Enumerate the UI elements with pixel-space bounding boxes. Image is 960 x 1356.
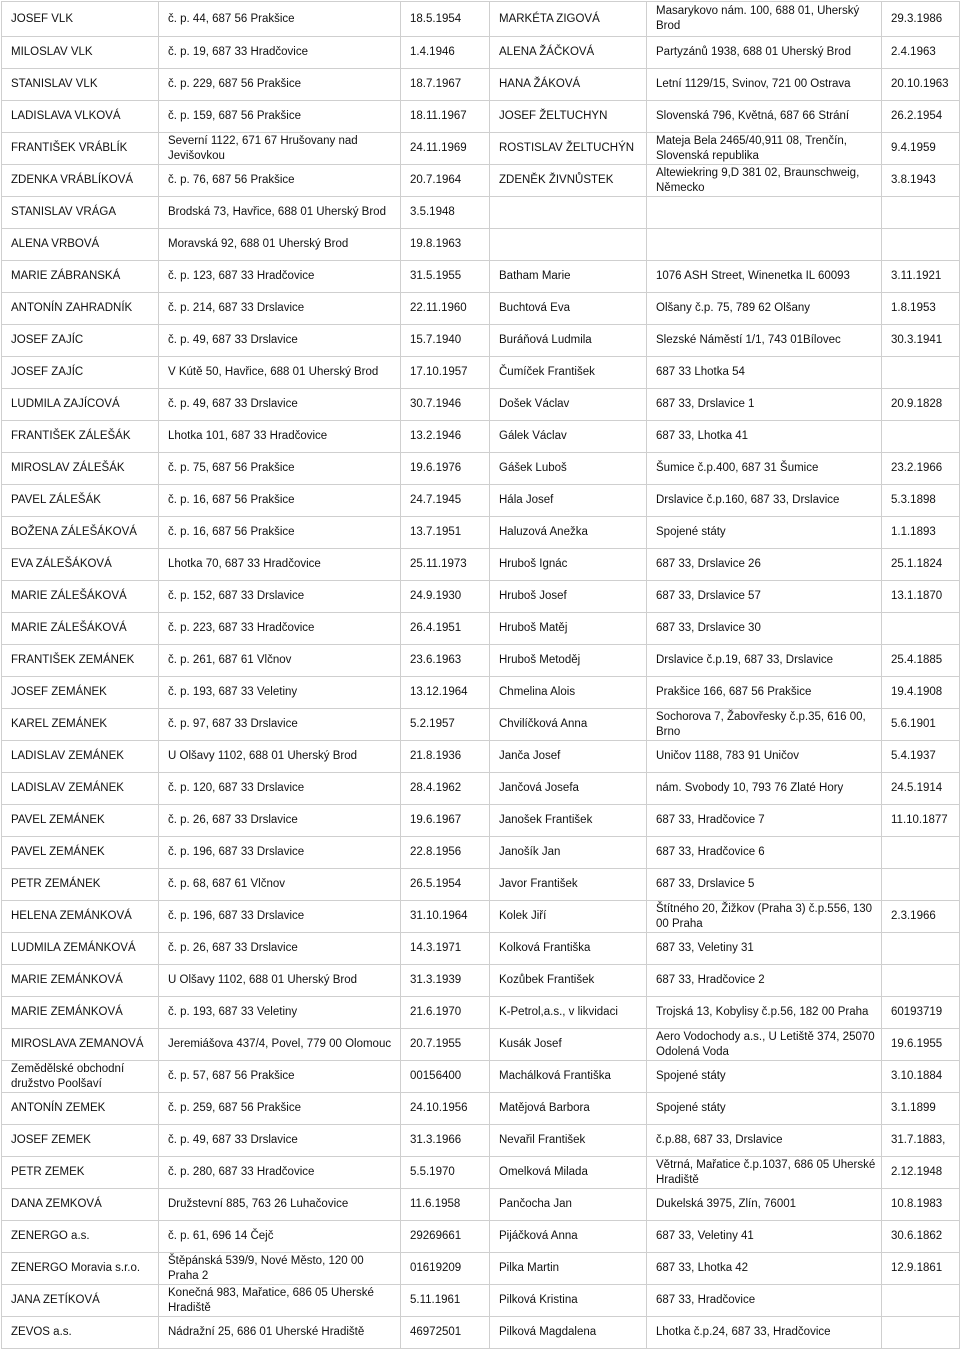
left-owner-address-cell: Nádražní 25, 686 01 Uherské Hradiště	[159, 1317, 401, 1349]
left-owner-address-cell: č. p. 49, 687 33 Drslavice	[159, 325, 401, 357]
right-owner-name-cell: Javor František	[490, 869, 647, 901]
left-owner-address-cell: č. p. 152, 687 33 Drslavice	[159, 581, 401, 613]
left-owner-date-or-id-cell: 28.4.1962	[401, 773, 490, 805]
left-owner-name-cell: JOSEF VLK	[2, 2, 159, 37]
right-owner-date-or-id-cell: 5.6.1901	[882, 709, 960, 741]
right-owner-name-cell: Kolková Františka	[490, 933, 647, 965]
left-owner-date-or-id-cell: 22.11.1960	[401, 293, 490, 325]
right-owner-address-cell: 687 33, Veletiny 41	[647, 1221, 882, 1253]
right-owner-address-cell: Aero Vodochody a.s., U Letiště 374, 25070 Odolená Voda	[647, 1029, 882, 1061]
table-row	[2, 645, 960, 677]
left-owner-address-cell: č. p. 193, 687 33 Veletiny	[159, 677, 401, 709]
table-row	[2, 613, 960, 645]
left-owner-name-cell: MIROSLAVA ZEMANOVÁ	[2, 1029, 159, 1061]
left-owner-address-cell: č. p. 196, 687 33 Drslavice	[159, 837, 401, 869]
left-owner-date-or-id-cell: 19.6.1976	[401, 453, 490, 485]
right-owner-name-cell: ZDENĚK ŽIVNŮSTEK	[490, 165, 647, 197]
right-owner-date-or-id-cell: 30.3.1941	[882, 325, 960, 357]
right-owner-name-cell: ALENA ŽÁČKOVÁ	[490, 37, 647, 69]
right-owner-address-cell: 687 33, Drslavice 57	[647, 581, 882, 613]
right-owner-date-or-id-cell	[882, 613, 960, 645]
left-owner-name-cell: MARIE ZEMÁNKOVÁ	[2, 965, 159, 997]
right-owner-date-or-id-cell	[882, 965, 960, 997]
table-row	[2, 421, 960, 453]
right-owner-name-cell: Pijáčková Anna	[490, 1221, 647, 1253]
right-owner-name-cell: Chvilíčková Anna	[490, 709, 647, 741]
left-owner-name-cell: FRANTIŠEK ZEMÁNEK	[2, 645, 159, 677]
right-owner-address-cell: 1076 ASH Street, Winenetka IL 60093	[647, 261, 882, 293]
right-owner-name-cell: Pančocha Jan	[490, 1189, 647, 1221]
right-owner-address-cell: Spojené státy	[647, 1061, 882, 1093]
right-owner-name-cell: Buchtová Eva	[490, 293, 647, 325]
left-owner-address-cell: Lhotka 70, 687 33 Hradčovice	[159, 549, 401, 581]
left-owner-name-cell: HELENA ZEMÁNKOVÁ	[2, 901, 159, 933]
right-owner-name-cell: Batham Marie	[490, 261, 647, 293]
table-row	[2, 2, 960, 37]
left-owner-date-or-id-cell: 31.5.1955	[401, 261, 490, 293]
left-owner-address-cell: č. p. 159, 687 56 Prakšice	[159, 101, 401, 133]
right-owner-address-cell: 687 33, Hradčovice 7	[647, 805, 882, 837]
right-owner-date-or-id-cell	[882, 1285, 960, 1317]
right-owner-name-cell: Jančová Josefa	[490, 773, 647, 805]
left-owner-date-or-id-cell: 25.11.1973	[401, 549, 490, 581]
left-owner-date-or-id-cell: 11.6.1958	[401, 1189, 490, 1221]
right-owner-name-cell: Hruboš Metoděj	[490, 645, 647, 677]
left-owner-address-cell: č. p. 214, 687 33 Drslavice	[159, 293, 401, 325]
right-owner-date-or-id-cell	[882, 197, 960, 229]
right-owner-date-or-id-cell	[882, 421, 960, 453]
right-owner-date-or-id-cell: 5.3.1898	[882, 485, 960, 517]
right-owner-date-or-id-cell: 26.2.1954	[882, 101, 960, 133]
left-owner-address-cell: č. p. 26, 687 33 Drslavice	[159, 805, 401, 837]
left-owner-date-or-id-cell: 46972501	[401, 1317, 490, 1349]
left-owner-name-cell: Zemědělské obchodní družstvo Poolšaví	[2, 1061, 159, 1093]
right-owner-date-or-id-cell: 3.10.1884	[882, 1061, 960, 1093]
table-row	[2, 1189, 960, 1221]
table-row	[2, 293, 960, 325]
left-owner-date-or-id-cell: 01619209	[401, 1253, 490, 1285]
left-owner-date-or-id-cell: 19.6.1967	[401, 805, 490, 837]
left-owner-address-cell: č. p. 49, 687 33 Drslavice	[159, 1125, 401, 1157]
right-owner-address-cell: Mateja Bela 2465/40,911 08, Trenčín, Slovenská republika	[647, 133, 882, 165]
table-row	[2, 485, 960, 517]
left-owner-name-cell: ZENERGO Moravia s.r.o.	[2, 1253, 159, 1285]
right-owner-name-cell: Gášek Luboš	[490, 453, 647, 485]
right-owner-name-cell: Buráňová Ludmila	[490, 325, 647, 357]
right-owner-date-or-id-cell: 3.11.1921	[882, 261, 960, 293]
right-owner-name-cell: Hruboš Ignác	[490, 549, 647, 581]
left-owner-name-cell: FRANTIŠEK VRÁBLÍK	[2, 133, 159, 165]
left-owner-date-or-id-cell: 14.3.1971	[401, 933, 490, 965]
table-row	[2, 101, 960, 133]
right-owner-date-or-id-cell: 29.3.1986	[882, 2, 960, 37]
right-owner-address-cell: 687 33, Drslavice 26	[647, 549, 882, 581]
right-owner-address-cell: 687 33, Hradčovice 2	[647, 965, 882, 997]
table-row	[2, 1157, 960, 1189]
right-owner-address-cell: Lhotka č.p.24, 687 33, Hradčovice	[647, 1317, 882, 1349]
right-owner-address-cell	[647, 197, 882, 229]
right-owner-address-cell: Letní 1129/15, Svinov, 721 00 Ostrava	[647, 69, 882, 101]
left-owner-date-or-id-cell: 31.3.1939	[401, 965, 490, 997]
right-owner-date-or-id-cell: 20.10.1963	[882, 69, 960, 101]
right-owner-name-cell	[490, 197, 647, 229]
left-owner-address-cell: č. p. 97, 687 33 Drslavice	[159, 709, 401, 741]
left-owner-address-cell: č. p. 75, 687 56 Prakšice	[159, 453, 401, 485]
right-owner-date-or-id-cell: 1.8.1953	[882, 293, 960, 325]
right-owner-address-cell: 687 33, Drslavice 30	[647, 613, 882, 645]
right-owner-name-cell: JOSEF ŽELTUCHYN	[490, 101, 647, 133]
table-row	[2, 325, 960, 357]
left-owner-address-cell: č. p. 49, 687 33 Drslavice	[159, 389, 401, 421]
left-owner-date-or-id-cell: 15.7.1940	[401, 325, 490, 357]
right-owner-date-or-id-cell	[882, 1317, 960, 1349]
right-owner-name-cell: K-Petrol,a.s., v likvidaci	[490, 997, 647, 1029]
left-owner-date-or-id-cell: 13.12.1964	[401, 677, 490, 709]
right-owner-date-or-id-cell	[882, 869, 960, 901]
right-owner-date-or-id-cell: 23.2.1966	[882, 453, 960, 485]
table-row	[2, 581, 960, 613]
left-owner-date-or-id-cell: 21.8.1936	[401, 741, 490, 773]
left-owner-name-cell: KAREL ZEMÁNEK	[2, 709, 159, 741]
right-owner-date-or-id-cell: 25.1.1824	[882, 549, 960, 581]
right-owner-date-or-id-cell: 2.4.1963	[882, 37, 960, 69]
right-owner-name-cell: Kusák Josef	[490, 1029, 647, 1061]
table-row	[2, 1029, 960, 1061]
left-owner-name-cell: JOSEF ZEMÁNEK	[2, 677, 159, 709]
right-owner-name-cell: Kolek Jiří	[490, 901, 647, 933]
table-row	[2, 69, 960, 101]
left-owner-address-cell: Lhotka 101, 687 33 Hradčovice	[159, 421, 401, 453]
right-owner-address-cell: 687 33, Lhotka 41	[647, 421, 882, 453]
right-owner-address-cell: 687 33, Drslavice 5	[647, 869, 882, 901]
left-owner-date-or-id-cell: 13.2.1946	[401, 421, 490, 453]
left-owner-address-cell: č. p. 280, 687 33 Hradčovice	[159, 1157, 401, 1189]
right-owner-name-cell: Gálek Václav	[490, 421, 647, 453]
left-owner-name-cell: PAVEL ZEMÁNEK	[2, 805, 159, 837]
right-owner-address-cell	[647, 229, 882, 261]
right-owner-date-or-id-cell	[882, 933, 960, 965]
left-owner-date-or-id-cell: 5.11.1961	[401, 1285, 490, 1317]
right-owner-name-cell: Matějová Barbora	[490, 1093, 647, 1125]
right-owner-address-cell: Drslavice č.p.160, 687 33, Drslavice	[647, 485, 882, 517]
left-owner-address-cell: č. p. 120, 687 33 Drslavice	[159, 773, 401, 805]
left-owner-name-cell: DANA ZEMKOVÁ	[2, 1189, 159, 1221]
left-owner-date-or-id-cell: 26.5.1954	[401, 869, 490, 901]
right-owner-name-cell: Omelková Milada	[490, 1157, 647, 1189]
left-owner-date-or-id-cell: 31.10.1964	[401, 901, 490, 933]
right-owner-date-or-id-cell: 2.3.1966	[882, 901, 960, 933]
table-row	[2, 869, 960, 901]
right-owner-date-or-id-cell: 24.5.1914	[882, 773, 960, 805]
right-owner-address-cell: Slezské Náměstí 1/1, 743 01Bílovec	[647, 325, 882, 357]
right-owner-date-or-id-cell	[882, 837, 960, 869]
left-owner-name-cell: LUDMILA ZEMÁNKOVÁ	[2, 933, 159, 965]
right-owner-address-cell: Slovenská 796, Květná, 687 66 Strání	[647, 101, 882, 133]
left-owner-name-cell: FRANTIŠEK ZÁLEŠÁK	[2, 421, 159, 453]
left-owner-address-cell: č. p. 16, 687 56 Prakšice	[159, 485, 401, 517]
left-owner-date-or-id-cell: 5.5.1970	[401, 1157, 490, 1189]
left-owner-date-or-id-cell: 24.11.1969	[401, 133, 490, 165]
right-owner-address-cell: č.p.88, 687 33, Drslavice	[647, 1125, 882, 1157]
left-owner-address-cell: č. p. 57, 687 56 Prakšice	[159, 1061, 401, 1093]
left-owner-date-or-id-cell: 23.6.1963	[401, 645, 490, 677]
left-owner-address-cell: č. p. 259, 687 56 Prakšice	[159, 1093, 401, 1125]
left-owner-date-or-id-cell: 00156400	[401, 1061, 490, 1093]
right-owner-address-cell: Štítného 20, Žižkov (Praha 3) č.p.556, 130 00 Praha	[647, 901, 882, 933]
right-owner-date-or-id-cell: 9.4.1959	[882, 133, 960, 165]
right-owner-name-cell: Machálková Františka	[490, 1061, 647, 1093]
left-owner-name-cell: ZEVOS a.s.	[2, 1317, 159, 1349]
right-owner-name-cell: Hála Josef	[490, 485, 647, 517]
left-owner-date-or-id-cell: 29269661	[401, 1221, 490, 1253]
table-row	[2, 517, 960, 549]
right-owner-name-cell	[490, 229, 647, 261]
left-owner-date-or-id-cell: 5.2.1957	[401, 709, 490, 741]
right-owner-name-cell: Kozůbek František	[490, 965, 647, 997]
right-owner-date-or-id-cell: 1.1.1893	[882, 517, 960, 549]
right-owner-address-cell: Drslavice č.p.19, 687 33, Drslavice	[647, 645, 882, 677]
left-owner-name-cell: MILOSLAV VLK	[2, 37, 159, 69]
left-owner-address-cell: č. p. 68, 687 61 Vlčnov	[159, 869, 401, 901]
left-owner-address-cell: Jeremiášova 437/4, Povel, 779 00 Olomouc	[159, 1029, 401, 1061]
table-row	[2, 773, 960, 805]
table-row	[2, 1093, 960, 1125]
left-owner-date-or-id-cell: 24.9.1930	[401, 581, 490, 613]
left-owner-address-cell: č. p. 76, 687 56 Prakšice	[159, 165, 401, 197]
right-owner-date-or-id-cell: 60193719	[882, 997, 960, 1029]
left-owner-address-cell: č. p. 19, 687 33 Hradčovice	[159, 37, 401, 69]
table-row	[2, 37, 960, 69]
right-owner-address-cell: Partyzánů 1938, 688 01 Uherský Brod	[647, 37, 882, 69]
left-owner-name-cell: JANA ZETÍKOVÁ	[2, 1285, 159, 1317]
right-owner-date-or-id-cell: 20.9.1828	[882, 389, 960, 421]
right-owner-address-cell: Spojené státy	[647, 1093, 882, 1125]
right-owner-date-or-id-cell	[882, 229, 960, 261]
table-row	[2, 1221, 960, 1253]
right-owner-name-cell: Pilková Magdalena	[490, 1317, 647, 1349]
right-owner-name-cell: Hruboš Josef	[490, 581, 647, 613]
right-owner-name-cell: Janošek František	[490, 805, 647, 837]
left-owner-name-cell: PETR ZEMÁNEK	[2, 869, 159, 901]
right-owner-name-cell: Pilka Martin	[490, 1253, 647, 1285]
left-owner-address-cell: U Olšavy 1102, 688 01 Uherský Brod	[159, 965, 401, 997]
left-owner-date-or-id-cell: 31.3.1966	[401, 1125, 490, 1157]
left-owner-date-or-id-cell: 20.7.1955	[401, 1029, 490, 1061]
left-owner-name-cell: MARIE ZEMÁNKOVÁ	[2, 997, 159, 1029]
table-row	[2, 1285, 960, 1317]
left-owner-date-or-id-cell: 22.8.1956	[401, 837, 490, 869]
right-owner-date-or-id-cell: 19.4.1908	[882, 677, 960, 709]
right-owner-date-or-id-cell: 2.12.1948	[882, 1157, 960, 1189]
left-owner-name-cell: MARIE ZÁLEŠÁKOVÁ	[2, 581, 159, 613]
left-owner-name-cell: ALENA VRBOVÁ	[2, 229, 159, 261]
left-owner-name-cell: STANISLAV VRÁGA	[2, 197, 159, 229]
left-owner-address-cell: č. p. 229, 687 56 Prakšice	[159, 69, 401, 101]
right-owner-name-cell: Čumíček František	[490, 357, 647, 389]
table-row	[2, 1061, 960, 1093]
table-row	[2, 133, 960, 165]
right-owner-address-cell: Olšany č.p. 75, 789 62 Olšany	[647, 293, 882, 325]
right-owner-date-or-id-cell: 25.4.1885	[882, 645, 960, 677]
left-owner-name-cell: JOSEF ZAJÍC	[2, 325, 159, 357]
right-owner-name-cell: Janča Josef	[490, 741, 647, 773]
left-owner-address-cell: č. p. 16, 687 56 Prakšice	[159, 517, 401, 549]
table-row	[2, 197, 960, 229]
table-row	[2, 389, 960, 421]
table-row	[2, 901, 960, 933]
table-row	[2, 453, 960, 485]
right-owner-address-cell: 687 33, Drslavice 1	[647, 389, 882, 421]
right-owner-name-cell: Haluzová Anežka	[490, 517, 647, 549]
right-owner-address-cell: Uničov 1188, 783 91 Uničov	[647, 741, 882, 773]
left-owner-address-cell: Družstevní 885, 763 26 Luhačovice	[159, 1189, 401, 1221]
right-owner-name-cell: Pilková Kristina	[490, 1285, 647, 1317]
left-owner-address-cell: U Olšavy 1102, 688 01 Uherský Brod	[159, 741, 401, 773]
left-owner-name-cell: PAVEL ZEMÁNEK	[2, 837, 159, 869]
table-row	[2, 933, 960, 965]
left-owner-name-cell: ZENERGO a.s.	[2, 1221, 159, 1253]
right-owner-address-cell: 687 33 Lhotka 54	[647, 357, 882, 389]
left-owner-address-cell: č. p. 26, 687 33 Drslavice	[159, 933, 401, 965]
right-owner-date-or-id-cell: 30.6.1862	[882, 1221, 960, 1253]
left-owner-address-cell: č. p. 193, 687 33 Veletiny	[159, 997, 401, 1029]
left-owner-date-or-id-cell: 19.8.1963	[401, 229, 490, 261]
left-owner-address-cell: Štěpánská 539/9, Nové Město, 120 00 Praha 2	[159, 1253, 401, 1285]
right-owner-address-cell: Větrná, Mařatice č.p.1037, 686 05 Uherské Hradiště	[647, 1157, 882, 1189]
right-owner-date-or-id-cell: 19.6.1955	[882, 1029, 960, 1061]
left-owner-name-cell: BOŽENA ZÁLEŠÁKOVÁ	[2, 517, 159, 549]
owners-table	[1, 1, 960, 1349]
left-owner-date-or-id-cell: 26.4.1951	[401, 613, 490, 645]
left-owner-name-cell: EVA ZÁLEŠÁKOVÁ	[2, 549, 159, 581]
left-owner-name-cell: ANTONÍN ZAHRADNÍK	[2, 293, 159, 325]
right-owner-address-cell: Masarykovo nám. 100, 688 01, Uherský Brod	[647, 2, 882, 37]
left-owner-date-or-id-cell: 1.4.1946	[401, 37, 490, 69]
left-owner-address-cell: Konečná 983, Mařatice, 686 05 Uherské Hradiště	[159, 1285, 401, 1317]
right-owner-address-cell: Šumice č.p.400, 687 31 Šumice	[647, 453, 882, 485]
left-owner-date-or-id-cell: 20.7.1964	[401, 165, 490, 197]
right-owner-name-cell: MARKÉTA ZIGOVÁ	[490, 2, 647, 37]
owners-table-body	[2, 2, 960, 1349]
left-owner-date-or-id-cell: 30.7.1946	[401, 389, 490, 421]
left-owner-address-cell: V Kútě 50, Havřice, 688 01 Uherský Brod	[159, 357, 401, 389]
right-owner-address-cell: Altewiekring 9,D 381 02, Braunschweig, Německo	[647, 165, 882, 197]
right-owner-date-or-id-cell: 31.7.1883,	[882, 1125, 960, 1157]
left-owner-name-cell: LADISLAV ZEMÁNEK	[2, 773, 159, 805]
left-owner-date-or-id-cell: 24.7.1945	[401, 485, 490, 517]
left-owner-address-cell: č. p. 61, 696 14 Čejč	[159, 1221, 401, 1253]
right-owner-address-cell: Sochorova 7, Žabovřesky č.p.35, 616 00, Brno	[647, 709, 882, 741]
left-owner-name-cell: LUDMILA ZAJÍCOVÁ	[2, 389, 159, 421]
left-owner-name-cell: LADISLAVA VLKOVÁ	[2, 101, 159, 133]
right-owner-name-cell: Hruboš Matěj	[490, 613, 647, 645]
left-owner-name-cell: JOSEF ZAJÍC	[2, 357, 159, 389]
left-owner-date-or-id-cell: 18.7.1967	[401, 69, 490, 101]
table-row	[2, 357, 960, 389]
right-owner-date-or-id-cell: 11.10.1877	[882, 805, 960, 837]
table-row	[2, 837, 960, 869]
table-row	[2, 1253, 960, 1285]
right-owner-address-cell: 687 33, Hradčovice	[647, 1285, 882, 1317]
left-owner-name-cell: STANISLAV VLK	[2, 69, 159, 101]
right-owner-name-cell: Nevařil František	[490, 1125, 647, 1157]
right-owner-date-or-id-cell: 10.8.1983	[882, 1189, 960, 1221]
left-owner-name-cell: MARIE ZÁLEŠÁKOVÁ	[2, 613, 159, 645]
left-owner-address-cell: č. p. 223, 687 33 Hradčovice	[159, 613, 401, 645]
right-owner-address-cell: 687 33, Lhotka 42	[647, 1253, 882, 1285]
left-owner-name-cell: ZDENKA VRÁBLÍKOVÁ	[2, 165, 159, 197]
left-owner-date-or-id-cell: 13.7.1951	[401, 517, 490, 549]
right-owner-date-or-id-cell: 5.4.1937	[882, 741, 960, 773]
left-owner-name-cell: MARIE ZÁBRANSKÁ	[2, 261, 159, 293]
table-row	[2, 805, 960, 837]
left-owner-name-cell: MIROSLAV ZÁLEŠÁK	[2, 453, 159, 485]
right-owner-name-cell: Janošík Jan	[490, 837, 647, 869]
right-owner-address-cell: 687 33, Hradčovice 6	[647, 837, 882, 869]
left-owner-address-cell: č. p. 261, 687 61 Vlčnov	[159, 645, 401, 677]
right-owner-address-cell: Spojené státy	[647, 517, 882, 549]
right-owner-date-or-id-cell: 3.1.1899	[882, 1093, 960, 1125]
left-owner-name-cell: PETR ZEMEK	[2, 1157, 159, 1189]
left-owner-address-cell: Severní 1122, 671 67 Hrušovany nad Jevišovkou	[159, 133, 401, 165]
right-owner-date-or-id-cell	[882, 357, 960, 389]
left-owner-name-cell: JOSEF ZEMEK	[2, 1125, 159, 1157]
table-row	[2, 997, 960, 1029]
left-owner-address-cell: č. p. 44, 687 56 Prakšice	[159, 2, 401, 37]
table-row	[2, 549, 960, 581]
right-owner-name-cell: HANA ŽÁKOVÁ	[490, 69, 647, 101]
left-owner-date-or-id-cell: 24.10.1956	[401, 1093, 490, 1125]
table-row	[2, 1317, 960, 1349]
left-owner-address-cell: č. p. 196, 687 33 Drslavice	[159, 901, 401, 933]
table-row	[2, 965, 960, 997]
right-owner-address-cell: Dukelská 3975, Zlín, 76001	[647, 1189, 882, 1221]
left-owner-date-or-id-cell: 18.5.1954	[401, 2, 490, 37]
right-owner-date-or-id-cell: 3.8.1943	[882, 165, 960, 197]
right-owner-date-or-id-cell: 13.1.1870	[882, 581, 960, 613]
table-row	[2, 709, 960, 741]
right-owner-address-cell: 687 33, Veletiny 31	[647, 933, 882, 965]
left-owner-date-or-id-cell: 3.5.1948	[401, 197, 490, 229]
left-owner-date-or-id-cell: 18.11.1967	[401, 101, 490, 133]
right-owner-address-cell: Prakšice 166, 687 56 Prakšice	[647, 677, 882, 709]
right-owner-date-or-id-cell: 12.9.1861	[882, 1253, 960, 1285]
table-row	[2, 165, 960, 197]
left-owner-name-cell: PAVEL ZÁLEŠÁK	[2, 485, 159, 517]
table-row	[2, 261, 960, 293]
left-owner-address-cell: č. p. 123, 687 33 Hradčovice	[159, 261, 401, 293]
right-owner-address-cell: nám. Svobody 10, 793 76 Zlaté Hory	[647, 773, 882, 805]
right-owner-name-cell: ROSTISLAV ŽELTUCHÝN	[490, 133, 647, 165]
left-owner-date-or-id-cell: 21.6.1970	[401, 997, 490, 1029]
left-owner-address-cell: Moravská 92, 688 01 Uherský Brod	[159, 229, 401, 261]
table-row	[2, 741, 960, 773]
left-owner-date-or-id-cell: 17.10.1957	[401, 357, 490, 389]
right-owner-address-cell: Trojská 13, Kobylisy č.p.56, 182 00 Praha	[647, 997, 882, 1029]
table-row	[2, 1125, 960, 1157]
left-owner-name-cell: ANTONÍN ZEMEK	[2, 1093, 159, 1125]
table-row	[2, 229, 960, 261]
table-row	[2, 677, 960, 709]
left-owner-address-cell: Brodská 73, Havřice, 688 01 Uherský Brod	[159, 197, 401, 229]
left-owner-name-cell: LADISLAV ZEMÁNEK	[2, 741, 159, 773]
right-owner-name-cell: Došek Václav	[490, 389, 647, 421]
right-owner-name-cell: Chmelina Alois	[490, 677, 647, 709]
